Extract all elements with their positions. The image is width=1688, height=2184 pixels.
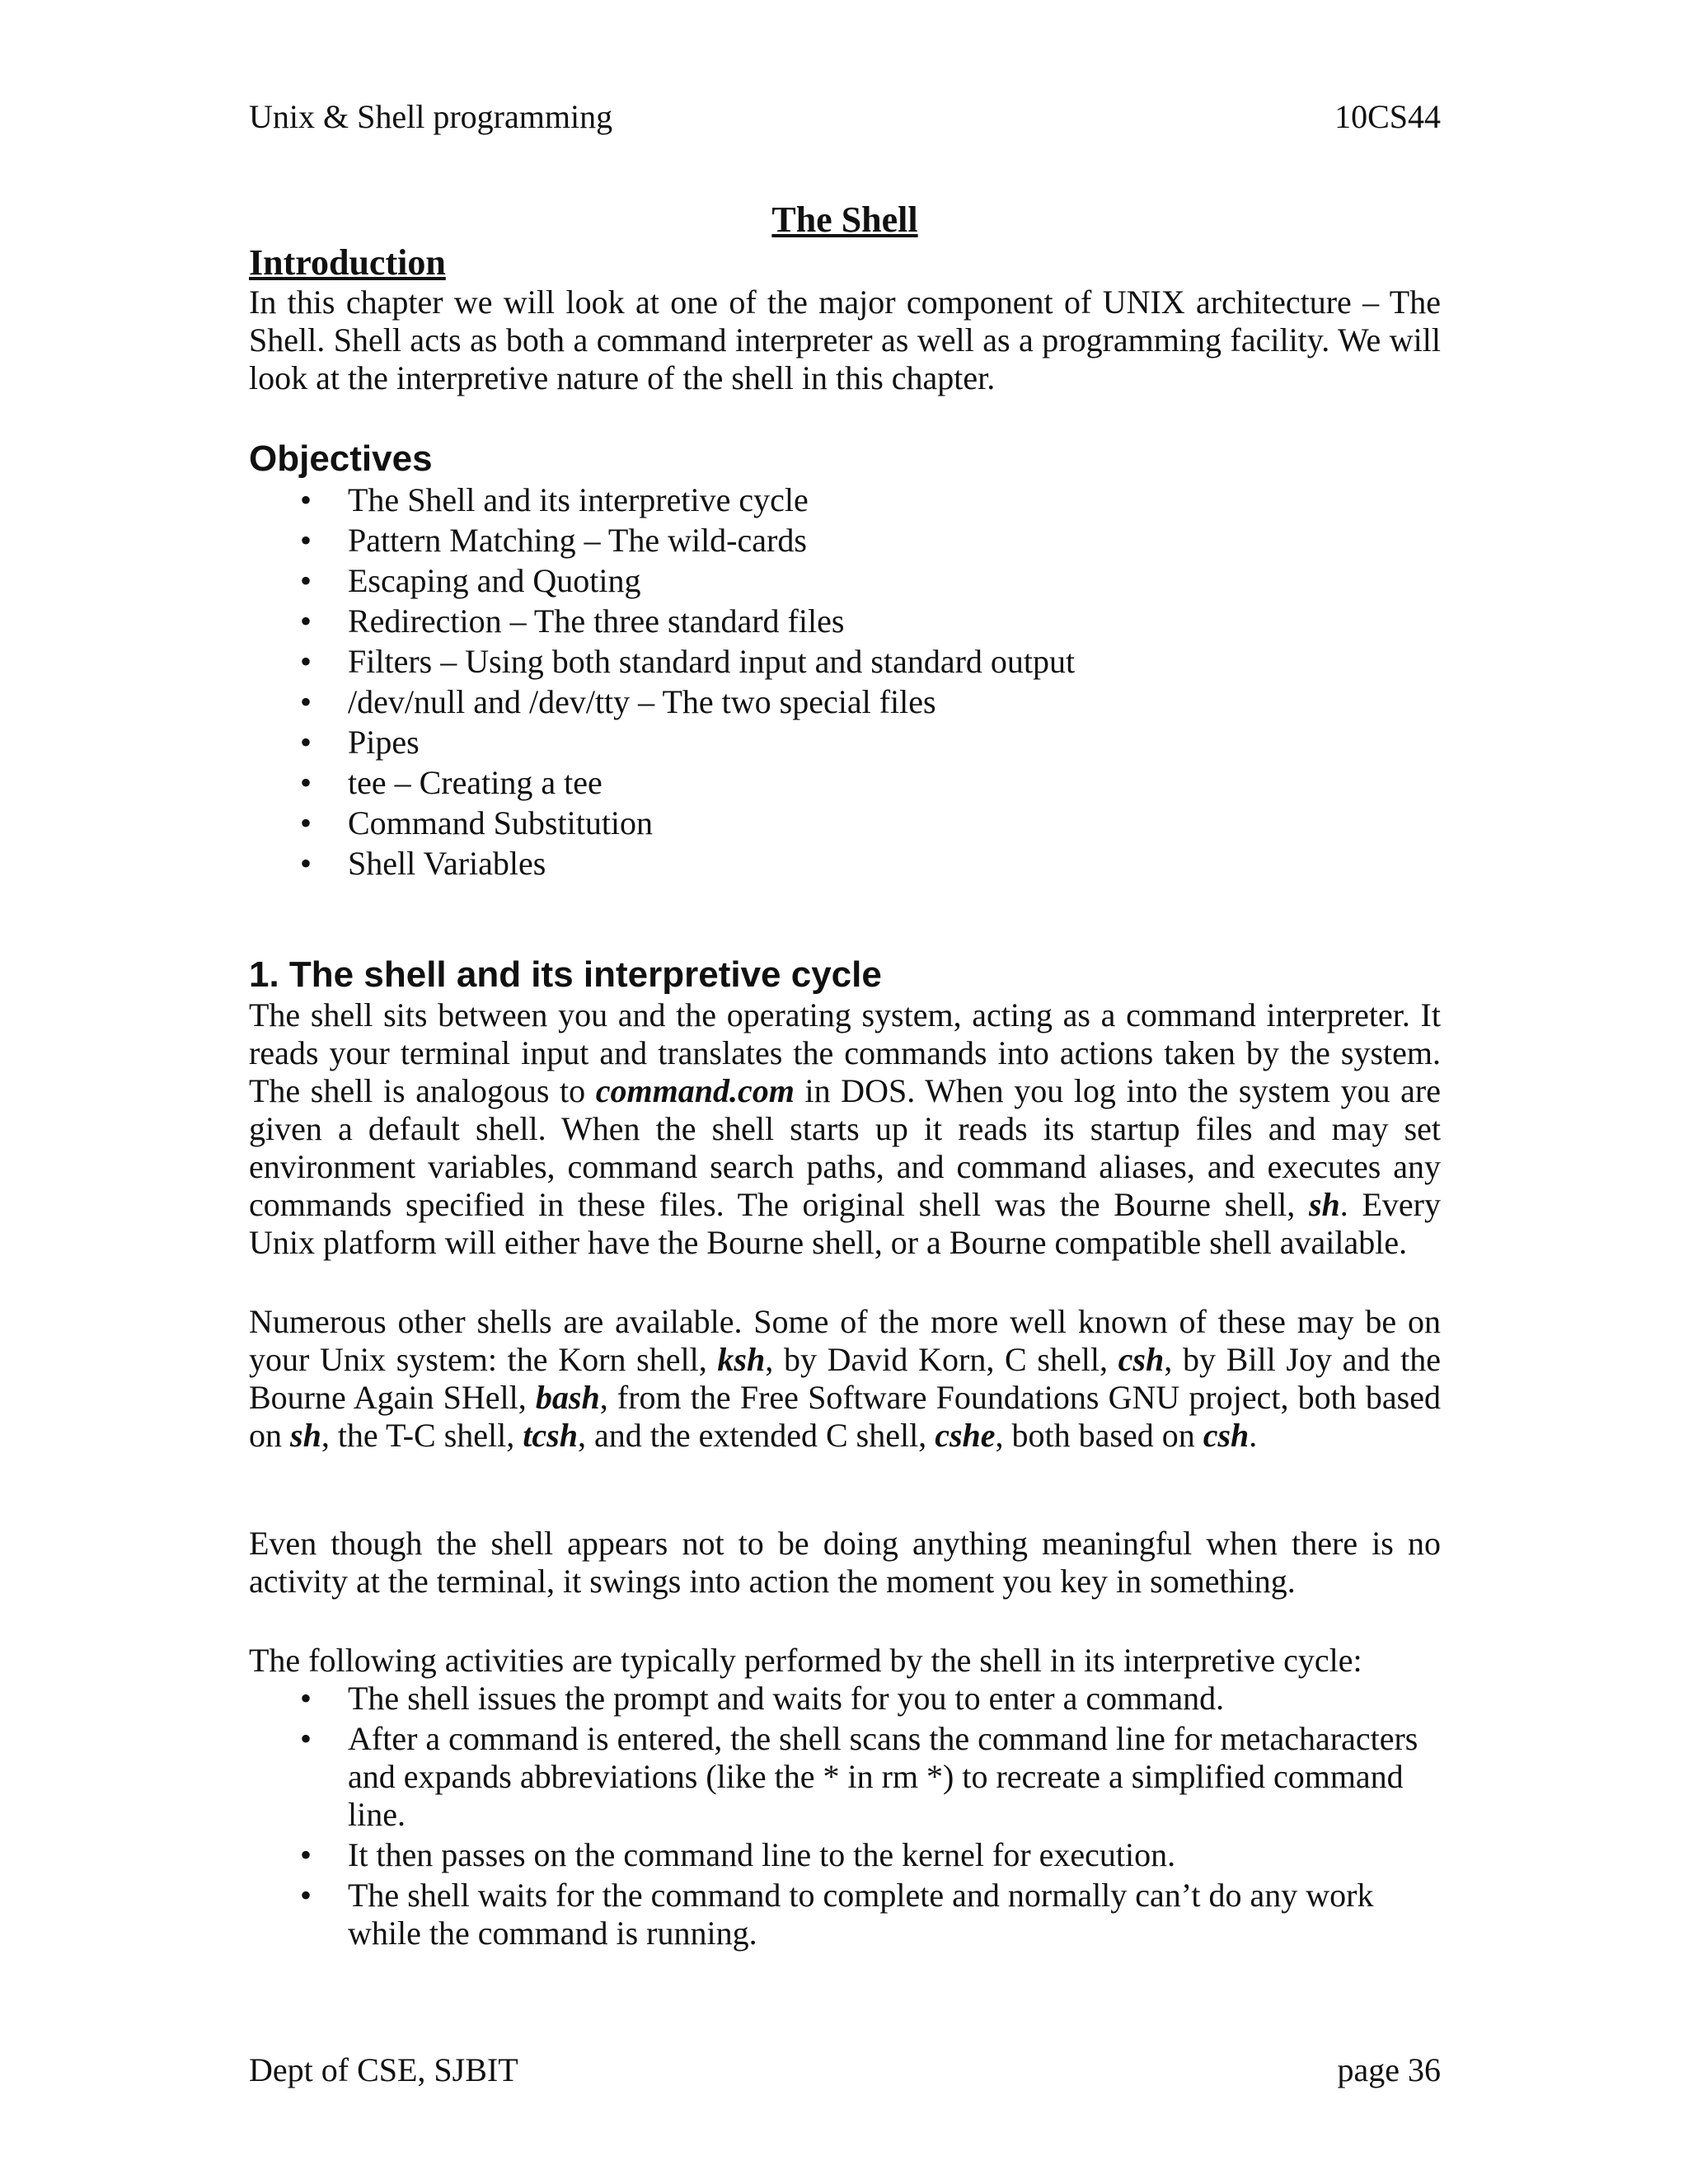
page-number: page 36 [1337,2051,1441,2088]
list-item: • The shell issues the prompt and waits for you to enter a command. [348,1680,1441,1718]
list-item: • Redirection – The three standard files [348,601,1441,641]
section-paragraph-4: The following activities are typically performed by the shell in its interpretive cycle: [249,1642,1362,1679]
list-item: • Pipes [348,722,1441,762]
page-footer [249,2049,1441,2092]
list-item: • The shell waits for the command to complete and normally can’t do any work while the command is running. [348,1877,1441,1952]
list-item: • Command Substitution [348,803,1441,843]
list-item: • tee – Creating a tee [348,762,1441,803]
introduction-heading: Introduction [249,242,446,283]
list-item: • /dev/null and /dev/tty – The two special files [348,682,1441,722]
list-item: • Filters – Using both standard input and standard output [348,641,1441,682]
header-course-title: Unix & Shell programming [249,98,613,135]
list-item: • Pattern Matching – The wild-cards [348,520,1441,560]
section-heading: 1. The shell and its interpretive cycle [249,954,882,995]
activities-list [249,1680,1441,1952]
introduction-paragraph: In this chapter we will look at one of the major component of UNIX architecture – The Shell. Shell acts as both a command interpreter as well as a programming facility. We will look at the interpretive nature of the shell in this chapter. [249,284,1441,396]
header-course-code: 10CS44 [1334,98,1441,135]
document-page [249,0,1441,2184]
page-content [249,198,1441,1955]
page-header [249,96,1441,138]
footer-department: Dept of CSE, SJBIT [249,2051,518,2088]
objectives-list [249,480,1441,883]
list-item: • Shell Variables [348,843,1441,883]
chapter-title: The Shell [771,199,918,240]
section-paragraph-3: Even though the shell appears not to be doing anything meaningful when there is no activity at the terminal, it swings into action the moment you key in something. [249,1525,1441,1600]
section-paragraph-2: Numerous other shells are available. Some of the more well known of these may be on your Unix system: the Korn shell, ksh, by David Korn, C shell, csh, by Bill Joy and the Bourne Again SHell, bash, from the Free Software Foundations GNU project, both based on sh, the T-C shell, tcsh, and the extended C shell, cshe, both based on csh. [249,1303,1441,1454]
objectives-heading: Objectives [249,438,433,479]
list-item: • The Shell and its interpretive cycle [348,480,1441,520]
list-item: • It then passes on the command line to the kernel for execution. [348,1836,1441,1874]
list-item: • Escaping and Quoting [348,560,1441,601]
list-item: • After a command is entered, the shell scans the command line for metacharacters and expands abbreviations (like the * in rm *) to recreate a simplified command line. [348,1720,1441,1834]
section-paragraph-1: The shell sits between you and the operating system, acting as a command interpreter. It reads your terminal input and translates the commands into actions taken by the system. The shell is analogous to command.com in DOS. When you log into the system you are given a default shell. When the shell starts up it reads its startup files and may set environment variables, command search paths, and command aliases, and executes any commands specified in these files. The original shell was the Bourne shell, sh. Every Unix platform will either have the Bourne shell, or a Bourne compatible shell available. [249,996,1441,1261]
